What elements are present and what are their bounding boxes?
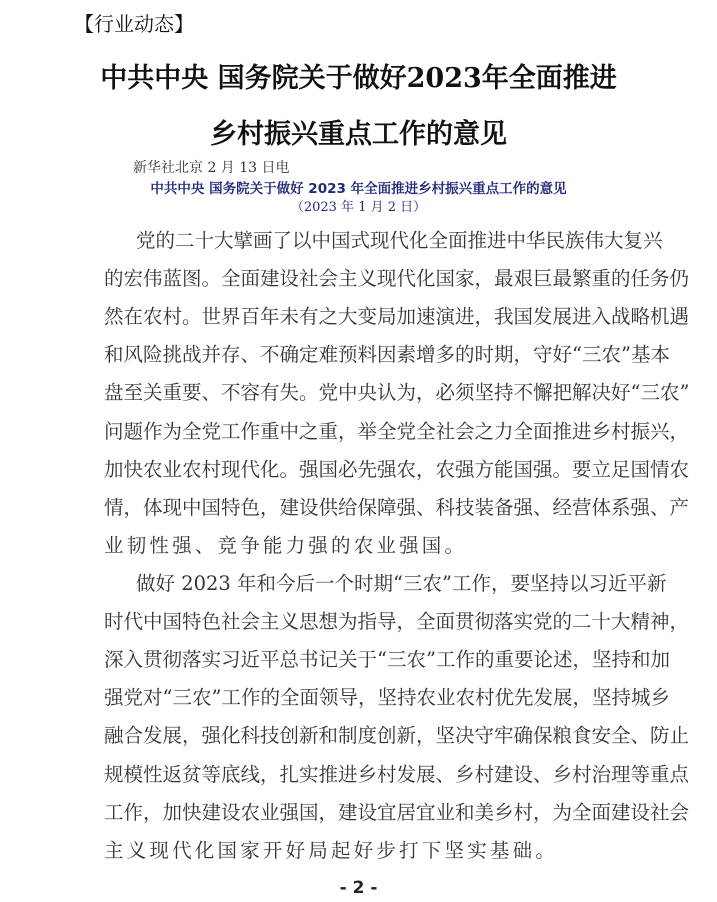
paragraph-line: 党的二十大擘画了以中国式现代化全面推进中华民族伟大复兴 [136, 229, 663, 252]
paragraph-line: 主义现代化国家开好局起好步打下坚实基础。 [104, 838, 559, 862]
paragraph-line: 深入贯彻落实习近平总书记关于“三农”工作的重要论述，坚持和加 [104, 648, 670, 672]
paragraph-line: 盘至关重要、不容有失。党中央认为，必须坚持不懈把解决好“三农” [104, 381, 690, 405]
paragraph-line: 融合发展，强化科技创新和制度创新，坚决守牢确保粮食安全、防止 [104, 724, 690, 748]
paragraph-line: 的宏伟蓝图。全面建设社会主义现代化国家，最艰巨最繁重的任务仍 [104, 267, 690, 291]
paragraph-line: 情，体现中国特色，建设供给保障强、科技装备强、经营体系强、产 [104, 495, 690, 519]
paragraph-line: 加快农业农村现代化。强国必先强农，农强方能国强。要立足国情农 [104, 457, 690, 481]
page-number: - 2 - [339, 878, 378, 898]
paragraph-line: 业韧性强、竞争能力强的农业强国。 [104, 533, 468, 557]
paragraph-line: 问题作为全党工作重中之重，举全党全社会之力全面推进乡村振兴， [104, 419, 690, 443]
paragraph-line: 工作，加快建设农业强国，建设宜居宜业和美乡村，为全面建设社会 [104, 800, 690, 824]
paragraph-line: 规模性返贫等底线，扎实推进乡村发展、乡村建设、乡村治理等重点 [104, 762, 690, 786]
document-date: （2023 年 1 月 2 日） [290, 200, 427, 215]
document-subtitle: 中共中央 国务院关于做好 2023 年全面推进乡村振兴重点工作的意见 [150, 181, 567, 197]
page-title-line-2: 乡村振兴重点工作的意见 [210, 119, 507, 150]
paragraph-line: 时代中国特色社会主义思想为指导，全面贯彻落实党的二十大精神， [104, 610, 690, 634]
page-title-line-1: 中共中央 国务院关于做好2023年全面推进 [100, 63, 617, 94]
paragraph-line: 强党对“三农”工作的全面领导，坚持农业农村优先发展，坚持城乡 [104, 686, 670, 710]
paragraph-line: 然在农村。世界百年未有之大变局加速演进，我国发展进入战略机遇 [104, 305, 690, 329]
dateline: 新华社北京 2 月 13 日电 [133, 160, 290, 176]
section-tag: 【行业动态】 [74, 12, 194, 36]
paragraph-line: 和风险挑战并存、不确定难预料因素增多的时期，守好“三农”基本 [104, 343, 670, 367]
paragraph-line: 做好 2023 年和今后一个时期“三农”工作，要坚持以习近平新 [136, 572, 667, 595]
